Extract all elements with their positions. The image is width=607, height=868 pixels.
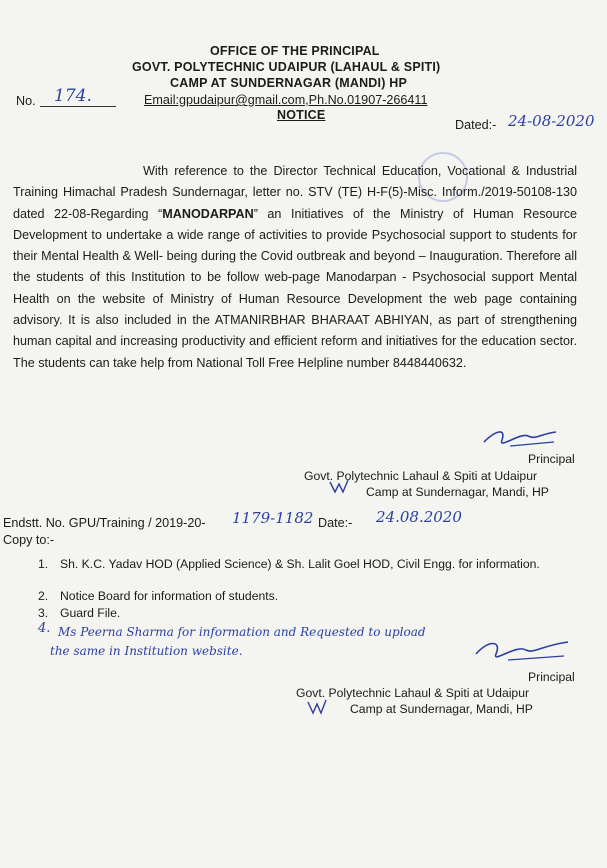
notice-body	[13, 161, 577, 374]
signature2-line2: Camp at Sundernagar, Mandi, HP	[350, 702, 533, 716]
initials-mark-2	[306, 698, 328, 716]
copy-item-num: 1.	[38, 557, 49, 571]
signature2-title: Principal	[528, 670, 575, 684]
notice-title: NOTICE	[277, 108, 326, 122]
body-text-pre: With reference to the Director Technical Education, Vocational & Industrial Training Himachal Pradesh Sundernagar, letter no. STV (TE) H-F(5)-Misc. Inform./2019-50108-130 dated 22-08-Regarding “	[13, 164, 577, 221]
initials-mark-1	[328, 478, 350, 494]
body-text-post: ” an Initiatives of the Ministry of Human Resource Development to undertake a wide range of activities to provide Psychosocial support to students for their Mental Health & Well- being during the Covid outbreak and beyond – Inauguration. Therefore all the students of this Institution to be follow web-page Manodarpan - Psychosocial support Mental Health on the website of Ministry of Human Resource Development the web page containing advisory. It is also included in the ATMANIRBHAR BHARAAT ABHIYAN, as part of strengthening human capital and increasing productivity and efficient reform and initiatives for the education sector. The students can take help from National Toll Free Helpline number 8448440632.	[13, 206, 577, 370]
signature1-line1: Govt. Polytechnic Lahaul & Spiti at Udaipur	[304, 469, 538, 483]
copy-item-1	[38, 555, 578, 573]
copy-item-text: Sh. K.C. Yadav HOD (Applied Science) & Sh. Lalit Goel HOD, Civil Engg. for information.	[60, 557, 540, 571]
principal-signature-2	[472, 634, 572, 666]
ref-no-underline	[40, 106, 116, 107]
dated-label: Dated:-	[455, 118, 497, 132]
endorsement-range: 1179-1182	[232, 509, 314, 527]
body-text-bold: MANODARPAN	[162, 206, 254, 221]
endorsement-date-value: 24.08.2020	[376, 508, 462, 526]
signature1-line2: Camp at Sundernagar, Mandi, HP	[366, 485, 549, 499]
endorsement-no: Endstt. No. GPU/Training / 2019-20-	[3, 516, 206, 530]
signature1-title: Principal	[528, 452, 575, 466]
header-institution: GOVT. POLYTECHNIC UDAIPUR (LAHAUL & SPITI)	[132, 60, 441, 74]
copy-item-4-num: 4.	[38, 621, 51, 636]
copy-item-text: Guard File.	[60, 606, 121, 620]
dated-value: 24-08-2020	[508, 112, 595, 130]
copy-to-label: Copy to:-	[3, 533, 55, 547]
copy-item-4-line1: Ms Peerna Sharma for information and Requested to upload	[58, 625, 426, 639]
ref-no-value: 174.	[54, 86, 92, 106]
header-office: OFFICE OF THE PRINCIPAL	[210, 44, 380, 58]
header-camp: CAMP AT SUNDERNAGAR (MANDI) HP	[170, 76, 408, 90]
copy-item-text: Notice Board for information of students.	[60, 589, 279, 603]
copy-item-3	[38, 606, 120, 620]
copy-item-2	[38, 589, 278, 603]
ref-no-label: No.	[16, 94, 36, 108]
signature2-line1: Govt. Polytechnic Lahaul & Spiti at Udaipur	[296, 686, 530, 700]
copy-item-num: 3.	[38, 606, 49, 620]
copy-item-num: 2.	[38, 589, 49, 603]
endorsement-date-label: Date:-	[318, 516, 353, 530]
principal-signature-1	[480, 422, 560, 452]
copy-item-4-line2: the same in Institution website.	[50, 644, 243, 658]
header-contact: Email:gpudaipur@gmail.com,Ph.No.01907-266411	[144, 93, 428, 107]
